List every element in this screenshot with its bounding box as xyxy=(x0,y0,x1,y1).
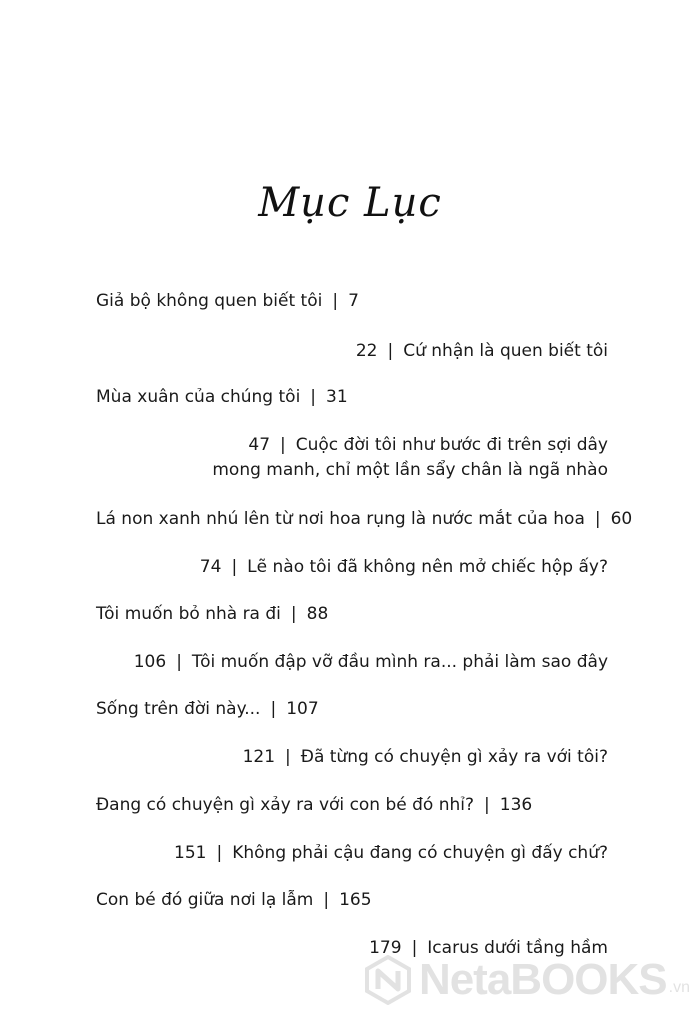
page-title: Mục Lục xyxy=(258,180,442,226)
toc-entry-title: Giả bộ không quen biết tôi xyxy=(96,291,323,311)
watermark xyxy=(363,955,690,1005)
toc-entry xyxy=(96,508,632,531)
toc-entry-title-line2: mong manh, chỉ một lần sẩy chân là ngã nhào xyxy=(212,460,608,480)
toc-page-number: 22 xyxy=(355,341,378,361)
toc-entry xyxy=(96,794,532,817)
watermark-brand: NetaBOOKS xyxy=(418,955,667,1004)
netabooks-logo-icon xyxy=(363,955,413,1005)
toc-separator: | xyxy=(216,843,223,863)
toc-separator: | xyxy=(387,341,394,361)
toc-entry-title: Cứ nhận là quen biết tôi xyxy=(403,341,608,361)
toc-entry xyxy=(200,556,608,579)
toc-entry-title: Lẽ nào tôi đã không nên mở chiếc hộp ấy? xyxy=(247,557,608,577)
toc-entry-title: Không phải cậu đang có chuyện gì đấy chứ? xyxy=(232,843,608,863)
toc-page-number: 136 xyxy=(499,795,533,815)
toc-page-number: 31 xyxy=(326,387,348,407)
toc-entry xyxy=(174,842,608,865)
toc-entry-title: Đã từng có chuyện gì xảy ra với tôi? xyxy=(300,747,608,767)
toc-entry xyxy=(96,386,348,409)
toc-page-number: 151 xyxy=(174,843,207,863)
watermark-suffix: .vn xyxy=(668,979,690,996)
toc-entry xyxy=(96,889,372,912)
toc-page-number: 106 xyxy=(133,652,167,672)
toc-entry xyxy=(96,290,359,313)
toc-entry xyxy=(212,434,608,482)
toc-entry-title: Tôi muốn đập vỡ đầu mình ra... phải làm sao đây xyxy=(191,652,608,672)
toc-entry-title: Đang có chuyện gì xảy ra với con bé đó nhỉ? xyxy=(96,795,475,815)
toc-separator: | xyxy=(176,652,182,672)
toc-entry-title: Con bé đó giữa nơi lạ lẫm xyxy=(96,890,314,910)
toc-page-number: 107 xyxy=(286,699,319,719)
toc-entry xyxy=(96,698,319,721)
toc-entry xyxy=(134,651,608,674)
toc-entry-title-line1: Cuộc đời tôi như bước đi trên sợi dây xyxy=(295,435,608,455)
toc-separator: | xyxy=(285,747,291,767)
toc-entry-title: Lá non xanh nhú lên từ nơi hoa rụng là nước mắt của hoa xyxy=(96,509,585,529)
toc-separator: | xyxy=(594,509,601,529)
toc-entry-title: Mùa xuân của chúng tôi xyxy=(96,387,301,407)
toc-page-number: 179 xyxy=(369,938,402,958)
toc-separator: | xyxy=(332,291,339,311)
toc-separator: | xyxy=(290,604,297,624)
toc-page-number: 165 xyxy=(339,890,372,910)
toc-separator: | xyxy=(231,557,238,577)
toc-separator: | xyxy=(310,387,317,407)
toc-separator: | xyxy=(280,435,286,455)
toc-separator: | xyxy=(484,795,490,815)
toc-page-number: 7 xyxy=(348,291,359,311)
toc-separator: | xyxy=(270,699,277,719)
toc-separator: | xyxy=(323,890,330,910)
toc-entry-title: Icarus dưới tầng hầm xyxy=(427,938,608,958)
toc-entry-title: Tôi muốn bỏ nhà ra đi xyxy=(96,604,281,624)
toc-separator: | xyxy=(411,938,418,958)
toc-page-number: 88 xyxy=(306,604,329,624)
toc-entry xyxy=(96,603,328,626)
toc-page-number: 47 xyxy=(248,435,271,455)
toc-page-number: 74 xyxy=(199,557,222,577)
toc-entry-title: Sống trên đời này... xyxy=(96,699,261,719)
toc-page-number: 121 xyxy=(242,747,276,767)
toc-entry xyxy=(243,746,608,769)
toc-page-number: 60 xyxy=(610,509,633,529)
toc-entry xyxy=(356,340,608,363)
